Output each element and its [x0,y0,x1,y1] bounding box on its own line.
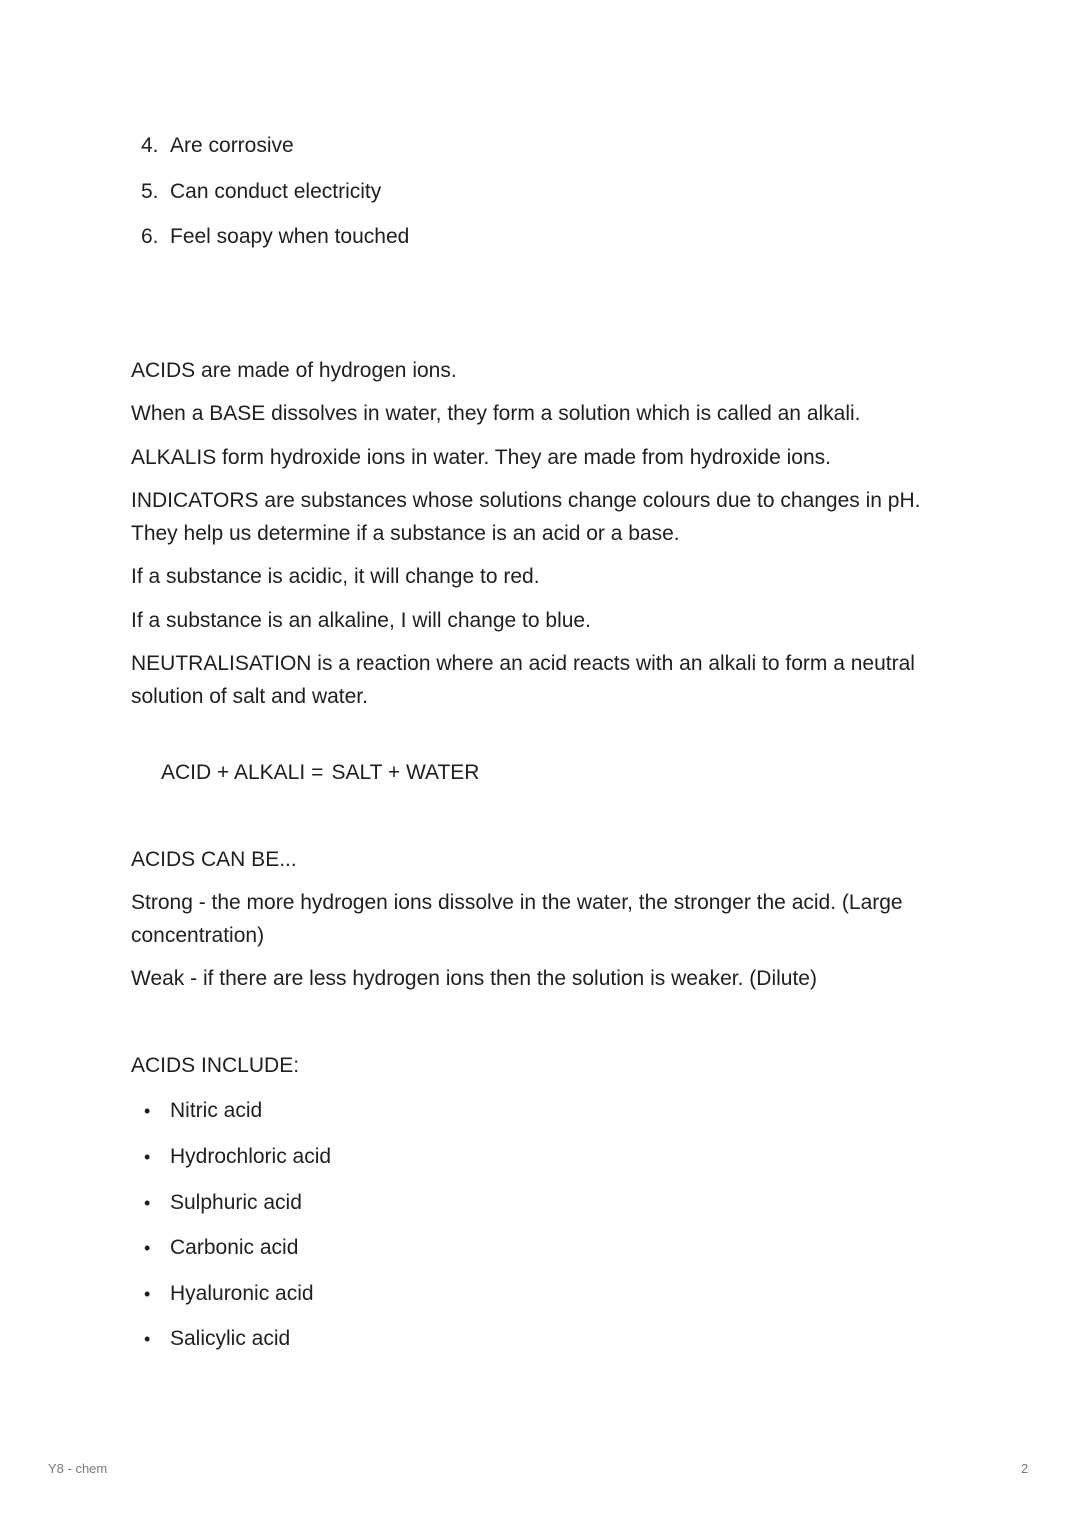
acid-name: Sulphuric acid [170,1191,302,1214]
bullet-icon: • [144,1284,151,1304]
list-number: 5. [141,180,159,203]
weak-acid-description: Weak - if there are less hydrogen ions then the solution is weaker. (Dilute) [131,967,817,990]
page-number: 2 [1021,1461,1029,1476]
list-item [141,1097,262,1125]
list-number: 4. [141,134,159,157]
list-text: Can conduct electricity [170,180,382,203]
acid-name: Hyaluronic acid [170,1282,314,1305]
acid-name: Carbonic acid [170,1236,299,1259]
bullet-icon: • [144,1329,151,1349]
list-item-5 [141,178,381,206]
bullet-icon: • [144,1238,151,1258]
acids-can-be-heading: ACIDS CAN BE... [131,848,297,871]
list-item [141,1143,331,1171]
footer-label: Y8 - chem [48,1461,108,1476]
acid-name: Hydrochloric acid [170,1145,332,1168]
indicators-definition: INDICATORS are substances whose solutions change colours due to changes in pH. They help us determine if a substance is an acid or a base. [131,489,921,545]
base-definition: When a BASE dissolves in water, they form a solution which is called an alkali. [131,402,861,425]
strong-acid-description: Strong - the more hydrogen ions dissolve in the water, the stronger the acid. (Large concentration) [131,891,903,947]
equation-equals: = [311,761,324,784]
list-item [141,1280,314,1308]
acids-include-heading: ACIDS INCLUDE: [131,1054,300,1077]
alkalis-definition: ALKALIS form hydroxide ions in water. They are made from hydroxide ions. [131,446,831,469]
list-item [141,1325,290,1353]
bullet-icon: • [144,1101,151,1121]
list-number: 6. [141,225,159,248]
acid-name: Salicylic acid [170,1327,291,1350]
list-text: Are corrosive [170,134,294,157]
equation-left: ACID + ALKALI [161,761,306,784]
bullet-icon: • [144,1193,151,1213]
acid-name: Nitric acid [170,1099,263,1122]
equation-right: SALT + WATER [331,761,480,784]
list-item [141,1234,298,1262]
neutralisation-equation [161,759,479,787]
acidic-indicator-note: If a substance is acidic, it will change to red. [131,565,540,588]
neutralisation-definition: NEUTRALISATION is a reaction where an acid reacts with an alkali to form a neutral solution of salt and water. [131,652,915,708]
alkaline-indicator-note: If a substance is an alkaline, I will change to blue. [131,609,591,632]
list-item-4 [141,132,294,160]
list-item-6 [141,223,409,251]
list-item [141,1189,302,1217]
list-text: Feel soapy when touched [170,225,410,248]
acids-definition: ACIDS are made of hydrogen ions. [131,359,457,382]
bullet-icon: • [144,1147,151,1167]
